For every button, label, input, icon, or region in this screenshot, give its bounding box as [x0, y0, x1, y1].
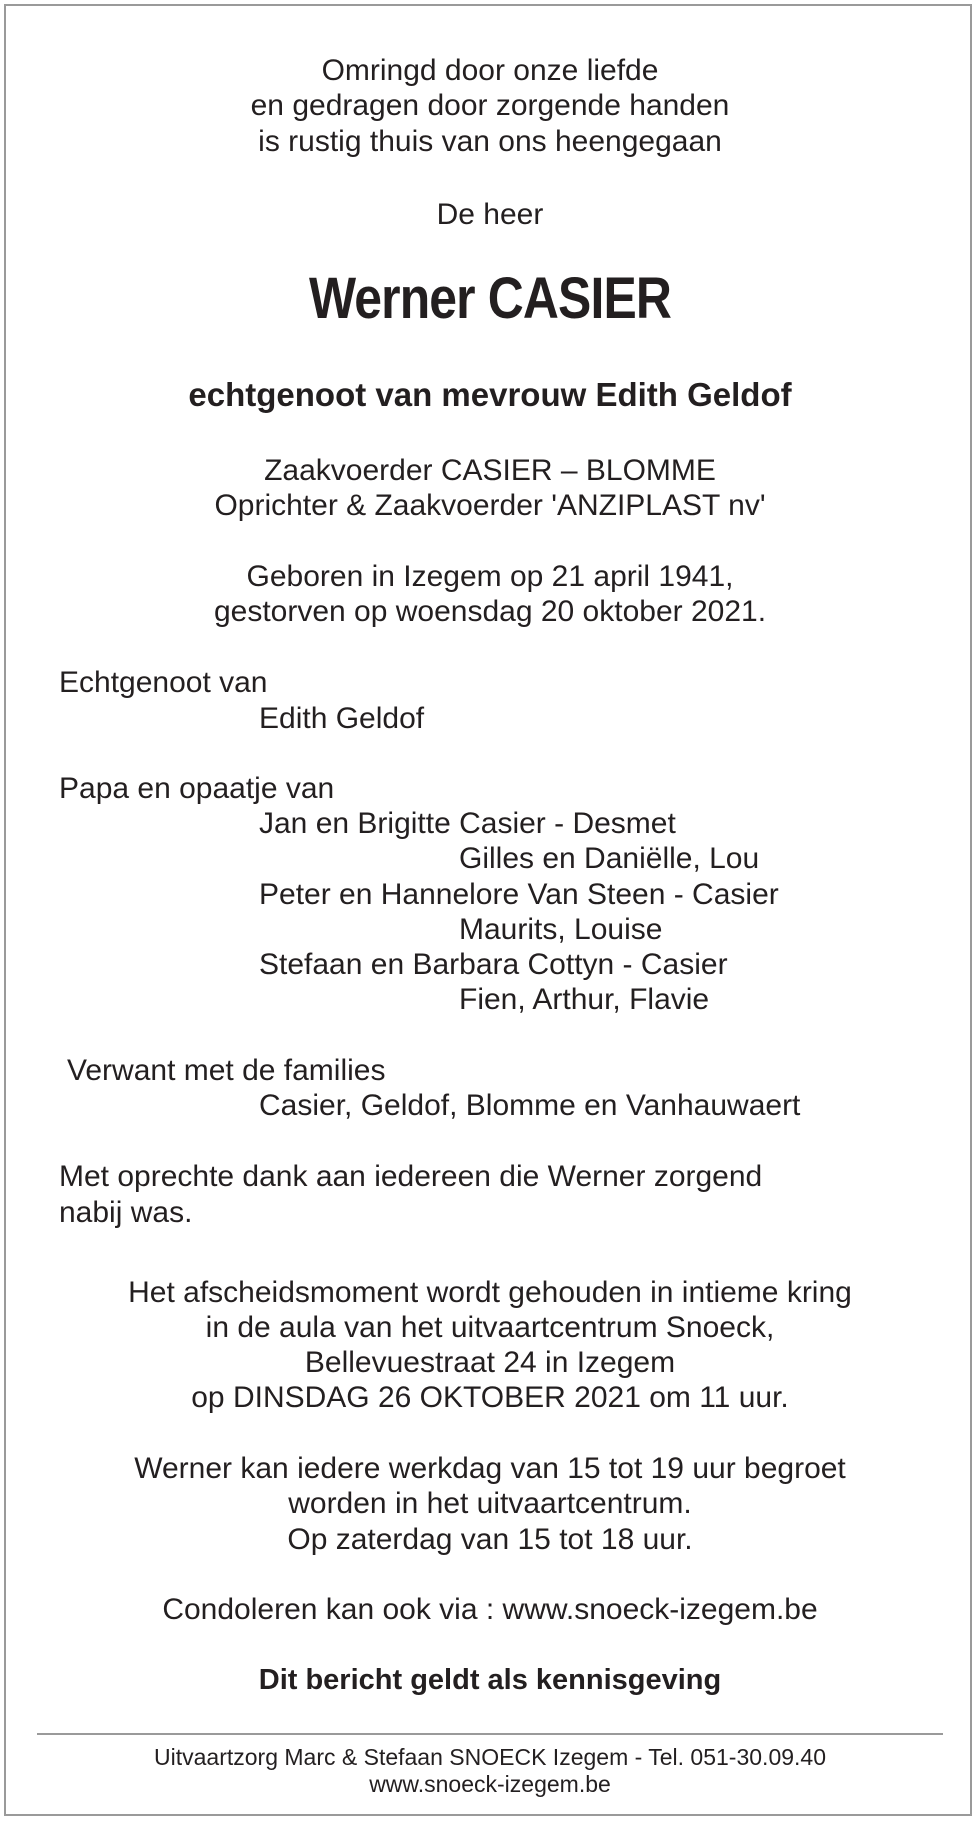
death-line: gestorven op woensdag 20 oktober 2021. — [213, 595, 767, 628]
spouse-name: Edith Geldof — [259, 702, 425, 735]
deceased-name: Werner CASIER — [308, 266, 672, 331]
visiting-line-2: worden in het uitvaartcentrum. — [288, 1487, 692, 1520]
ceremony-line-4: op DINSDAG 26 OKTOBER 2021 om 11 uur. — [191, 1381, 789, 1414]
relatives-names: Casier, Geldof, Blomme en Vanhauwaert — [259, 1089, 801, 1122]
birth-line: Geboren in Izegem op 21 april 1941, — [246, 560, 734, 593]
thanks-line-2: nabij was. — [59, 1196, 193, 1229]
ceremony-line-3: Bellevuestraat 24 in Izegem — [304, 1346, 676, 1379]
relatives-heading: Verwant met de families — [67, 1054, 386, 1087]
children-heading: Papa en opaatje van — [59, 772, 335, 805]
intro-line-3: is rustig thuis van ons heengegaan — [258, 125, 722, 158]
intro-line-2: en gedragen door zorgende handen — [250, 89, 730, 122]
ceremony-line-1: Het afscheidsmoment wordt gehouden in intieme kring — [128, 1276, 852, 1309]
family-parents: Jan en Brigitte Casier - Desmet — [259, 807, 676, 840]
thanks-line-1: Met oprechte dank aan iedereen die Werner zorgend — [59, 1160, 763, 1193]
family-parents: Stefaan en Barbara Cottyn - Casier — [259, 948, 728, 981]
ceremony-line-2: in de aula van het uitvaartcentrum Snoeck, — [205, 1311, 775, 1344]
condolences-link: Condoleren kan ook via : www.snoeck-izegem.be — [162, 1593, 818, 1626]
family-parents: Peter en Hannelore Van Steen - Casier — [259, 878, 779, 911]
family-grandchildren: Maurits, Louise — [459, 913, 663, 946]
role-line-2: Oprichter & Zaakvoerder 'ANZIPLAST nv' — [214, 489, 766, 522]
family-grandchildren: Fien, Arthur, Flavie — [459, 983, 710, 1016]
footer-undertaker: Uitvaartzorg Marc & Stefaan SNOECK Izegem - Tel. 051-30.09.40 — [154, 1744, 826, 1770]
spouse-line: echtgenoot van mevrouw Edith Geldof — [188, 376, 792, 413]
visiting-line-1: Werner kan iedere werkdag van 15 tot 19 uur begroet — [134, 1452, 846, 1485]
footer-website: www.snoeck-izegem.be — [369, 1771, 611, 1797]
visiting-line-3: Op zaterdag van 15 tot 18 uur. — [287, 1523, 693, 1556]
family-grandchildren: Gilles en Daniëlle, Lou — [459, 842, 760, 875]
intro-line-1: Omringd door onze liefde — [321, 54, 659, 87]
salutation: De heer — [436, 198, 544, 231]
notice: Dit bericht geldt als kennisgeving — [258, 1664, 722, 1696]
spouse-heading: Echtgenoot van — [59, 666, 268, 699]
role-line-1: Zaakvoerder CASIER – BLOMME — [264, 454, 716, 487]
footer-divider — [37, 1733, 943, 1735]
